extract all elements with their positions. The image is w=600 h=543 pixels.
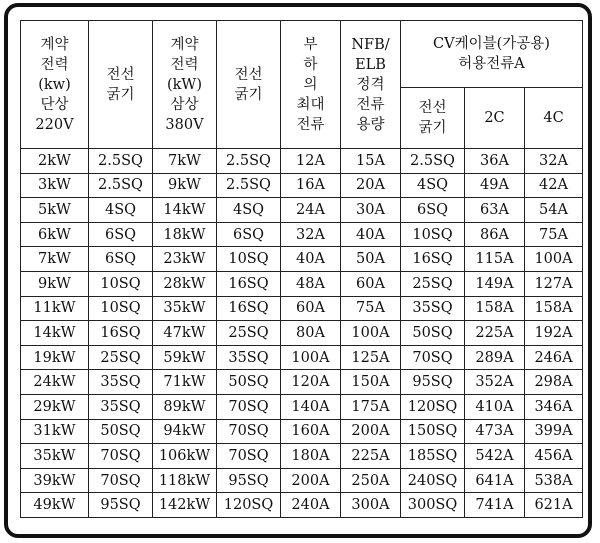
table-row <box>21 468 583 493</box>
cell-max-load-current: 48A <box>281 271 341 296</box>
cell-wire-size-1: 4SQ <box>89 198 153 223</box>
cell-cv-4c: 32A <box>525 149 583 174</box>
cell-nfb-elb-rating: 150A <box>341 370 401 395</box>
cell-single-phase-power: 49kW <box>21 493 89 518</box>
cell-wire-size-2: 4SQ <box>217 198 281 223</box>
cell-nfb-elb-rating: 15A <box>341 149 401 174</box>
cell-cv-2c: 225A <box>465 321 525 346</box>
cell-wire-size-1: 35SQ <box>89 370 153 395</box>
cell-three-phase-power: 59kW <box>153 345 217 370</box>
cell-max-load-current: 80A <box>281 321 341 346</box>
header-cv-4c: 4C <box>525 88 583 149</box>
cell-cv-4c: 54A <box>525 198 583 223</box>
cell-wire-size-1: 10SQ <box>89 296 153 321</box>
header-line: 계약 <box>40 36 69 53</box>
cell-three-phase-power: 89kW <box>153 394 217 419</box>
cell-nfb-elb-rating: 50A <box>341 247 401 272</box>
header-line: 전류 <box>296 116 325 133</box>
header-line: 전선 <box>418 100 447 116</box>
header-wire-size-1 <box>89 21 153 149</box>
cell-cv-2c: 115A <box>465 247 525 272</box>
cell-single-phase-power: 2kW <box>21 149 89 174</box>
cell-max-load-current: 140A <box>281 394 341 419</box>
table-row <box>21 173 583 198</box>
cell-cv-2c: 86A <box>465 222 525 247</box>
cell-cv-4c: 538A <box>525 468 583 493</box>
cell-nfb-elb-rating: 200A <box>341 419 401 444</box>
cell-cv-4c: 246A <box>525 345 583 370</box>
cell-three-phase-power: 28kW <box>153 271 217 296</box>
cell-max-load-current: 180A <box>281 444 341 469</box>
cell-nfb-elb-rating: 20A <box>341 173 401 198</box>
header-line: ELB <box>355 56 386 73</box>
cell-three-phase-power: 18kW <box>153 222 217 247</box>
cell-three-phase-power: 7kW <box>153 149 217 174</box>
cell-cv-2c: 641A <box>465 468 525 493</box>
cell-cv-wire-size: 6SQ <box>401 198 465 223</box>
header-line: NFB/ <box>351 36 390 53</box>
cell-single-phase-power: 6kW <box>21 222 89 247</box>
cell-cv-4c: 298A <box>525 370 583 395</box>
cell-cv-4c: 127A <box>525 271 583 296</box>
cell-three-phase-power: 35kW <box>153 296 217 321</box>
cell-wire-size-1: 25SQ <box>89 345 153 370</box>
cell-three-phase-power: 47kW <box>153 321 217 346</box>
cell-wire-size-1: 6SQ <box>89 222 153 247</box>
cell-max-load-current: 200A <box>281 468 341 493</box>
cell-wire-size-2: 2.5SQ <box>217 149 281 174</box>
cell-wire-size-1: 10SQ <box>89 271 153 296</box>
header-line: 380V <box>165 116 204 133</box>
cell-wire-size-2: 35SQ <box>217 345 281 370</box>
header-line: 부 <box>303 36 318 53</box>
header-line: 전력 <box>170 56 199 73</box>
cell-three-phase-power: 106kW <box>153 444 217 469</box>
cell-max-load-current: 32A <box>281 222 341 247</box>
cell-nfb-elb-rating: 175A <box>341 394 401 419</box>
cell-cv-4c: 346A <box>525 394 583 419</box>
cell-cv-2c: 542A <box>465 444 525 469</box>
cell-nfb-elb-rating: 30A <box>341 198 401 223</box>
cell-three-phase-power: 94kW <box>153 419 217 444</box>
cell-cv-4c: 456A <box>525 444 583 469</box>
header-line: 굵기 <box>418 120 447 136</box>
cell-cv-2c: 49A <box>465 173 525 198</box>
cell-wire-size-2: 10SQ <box>217 247 281 272</box>
header-wire-size-2 <box>217 21 281 149</box>
table-row <box>21 493 583 518</box>
cell-single-phase-power: 3kW <box>21 173 89 198</box>
cable-capacity-table <box>20 20 583 518</box>
cell-max-load-current: 12A <box>281 149 341 174</box>
cell-cv-wire-size: 95SQ <box>401 370 465 395</box>
header-line: 전선 <box>106 66 135 83</box>
header-max-load-current <box>281 21 341 149</box>
cell-cv-2c: 158A <box>465 296 525 321</box>
table-row <box>21 198 583 223</box>
cell-nfb-elb-rating: 60A <box>341 271 401 296</box>
cell-single-phase-power: 5kW <box>21 198 89 223</box>
cell-wire-size-1: 70SQ <box>89 468 153 493</box>
cell-single-phase-power: 39kW <box>21 468 89 493</box>
cell-max-load-current: 240A <box>281 493 341 518</box>
table-row <box>21 394 583 419</box>
table-row <box>21 271 583 296</box>
header-line: 전선 <box>234 66 263 83</box>
cell-single-phase-power: 11kW <box>21 296 89 321</box>
cell-wire-size-2: 50SQ <box>217 370 281 395</box>
cell-single-phase-power: 19kW <box>21 345 89 370</box>
table-row <box>21 370 583 395</box>
cell-cv-4c: 158A <box>525 296 583 321</box>
header-single-phase-power <box>21 21 89 149</box>
cell-cv-wire-size: 4SQ <box>401 173 465 198</box>
cell-cv-wire-size: 300SQ <box>401 493 465 518</box>
cell-cv-2c: 473A <box>465 419 525 444</box>
header-line: (kW) <box>166 76 202 93</box>
table-row <box>21 222 583 247</box>
cell-cv-wire-size: 70SQ <box>401 345 465 370</box>
header-cv-2c: 2C <box>465 88 525 149</box>
cell-nfb-elb-rating: 125A <box>341 345 401 370</box>
cell-max-load-current: 60A <box>281 296 341 321</box>
cell-single-phase-power: 14kW <box>21 321 89 346</box>
header-line: 허용전류A <box>458 56 525 72</box>
header-line: CV케이블(가공용) <box>433 36 550 52</box>
cell-cv-wire-size: 150SQ <box>401 419 465 444</box>
cell-max-load-current: 16A <box>281 173 341 198</box>
table-row <box>21 296 583 321</box>
cell-cv-4c: 75A <box>525 222 583 247</box>
cell-single-phase-power: 24kW <box>21 370 89 395</box>
cell-wire-size-2: 2.5SQ <box>217 173 281 198</box>
cell-cv-wire-size: 25SQ <box>401 271 465 296</box>
cell-nfb-elb-rating: 300A <box>341 493 401 518</box>
table-row <box>21 444 583 469</box>
cell-wire-size-2: 16SQ <box>217 271 281 296</box>
cell-three-phase-power: 71kW <box>153 370 217 395</box>
cell-wire-size-2: 6SQ <box>217 222 281 247</box>
header-three-phase-power <box>153 21 217 149</box>
cell-three-phase-power: 9kW <box>153 173 217 198</box>
cell-cv-2c: 741A <box>465 493 525 518</box>
cell-three-phase-power: 14kW <box>153 198 217 223</box>
cell-nfb-elb-rating: 225A <box>341 444 401 469</box>
header-line: 계약 <box>170 36 199 53</box>
cell-cv-4c: 192A <box>525 321 583 346</box>
cell-single-phase-power: 7kW <box>21 247 89 272</box>
cell-max-load-current: 100A <box>281 345 341 370</box>
cell-max-load-current: 40A <box>281 247 341 272</box>
cell-wire-size-1: 2.5SQ <box>89 149 153 174</box>
table-row <box>21 419 583 444</box>
cell-cv-wire-size: 185SQ <box>401 444 465 469</box>
cell-nfb-elb-rating: 250A <box>341 468 401 493</box>
cell-wire-size-2: 70SQ <box>217 419 281 444</box>
header-cv-wire-size <box>401 88 465 149</box>
header-cv-cable <box>401 21 583 88</box>
cell-cv-wire-size: 50SQ <box>401 321 465 346</box>
table-row <box>21 321 583 346</box>
cell-wire-size-1: 70SQ <box>89 444 153 469</box>
cell-cv-4c: 42A <box>525 173 583 198</box>
cell-cv-4c: 621A <box>525 493 583 518</box>
cell-single-phase-power: 35kW <box>21 444 89 469</box>
cell-wire-size-2: 95SQ <box>217 468 281 493</box>
table-row <box>21 345 583 370</box>
header-line: 굵기 <box>106 86 135 103</box>
cell-max-load-current: 120A <box>281 370 341 395</box>
header-line: (kw) <box>38 76 71 93</box>
cell-wire-size-1: 2.5SQ <box>89 173 153 198</box>
header-line: 220V <box>35 116 74 133</box>
cell-wire-size-1: 95SQ <box>89 493 153 518</box>
header-line: 단상 <box>40 96 69 113</box>
cell-cv-wire-size: 2.5SQ <box>401 149 465 174</box>
cell-wire-size-2: 16SQ <box>217 296 281 321</box>
header-line: 최대 <box>296 96 325 113</box>
header-line: 하 <box>303 56 318 73</box>
cell-cv-2c: 36A <box>465 149 525 174</box>
table-row <box>21 149 583 174</box>
cell-three-phase-power: 142kW <box>153 493 217 518</box>
cell-cv-2c: 63A <box>465 198 525 223</box>
header-line: 전류 <box>356 96 385 113</box>
cell-wire-size-1: 16SQ <box>89 321 153 346</box>
cell-wire-size-1: 50SQ <box>89 419 153 444</box>
table-row <box>21 247 583 272</box>
cell-cv-wire-size: 120SQ <box>401 394 465 419</box>
header-line: 굵기 <box>234 86 263 103</box>
cell-wire-size-2: 70SQ <box>217 394 281 419</box>
header-line: 의 <box>303 76 318 93</box>
cell-cv-4c: 100A <box>525 247 583 272</box>
cell-three-phase-power: 118kW <box>153 468 217 493</box>
cell-cv-2c: 410A <box>465 394 525 419</box>
header-nfb-elb-rating <box>341 21 401 149</box>
cell-cv-4c: 399A <box>525 419 583 444</box>
cell-max-load-current: 24A <box>281 198 341 223</box>
cell-cv-wire-size: 240SQ <box>401 468 465 493</box>
cell-single-phase-power: 9kW <box>21 271 89 296</box>
cell-single-phase-power: 29kW <box>21 394 89 419</box>
cell-wire-size-1: 35SQ <box>89 394 153 419</box>
cell-cv-2c: 149A <box>465 271 525 296</box>
cell-cv-wire-size: 35SQ <box>401 296 465 321</box>
header-line: 용량 <box>356 116 385 133</box>
cell-single-phase-power: 31kW <box>21 419 89 444</box>
cell-cv-wire-size: 16SQ <box>401 247 465 272</box>
table-body <box>21 149 583 518</box>
cell-max-load-current: 160A <box>281 419 341 444</box>
cell-nfb-elb-rating: 40A <box>341 222 401 247</box>
cell-cv-wire-size: 10SQ <box>401 222 465 247</box>
cell-nfb-elb-rating: 100A <box>341 321 401 346</box>
cell-cv-2c: 352A <box>465 370 525 395</box>
header-line: 삼상 <box>170 96 199 113</box>
header-line: 전력 <box>40 56 69 73</box>
cell-wire-size-1: 6SQ <box>89 247 153 272</box>
cell-wire-size-2: 120SQ <box>217 493 281 518</box>
cell-three-phase-power: 23kW <box>153 247 217 272</box>
cell-wire-size-2: 70SQ <box>217 444 281 469</box>
header-line: 정격 <box>356 76 385 93</box>
cell-nfb-elb-rating: 75A <box>341 296 401 321</box>
cell-wire-size-2: 25SQ <box>217 321 281 346</box>
cell-cv-2c: 289A <box>465 345 525 370</box>
